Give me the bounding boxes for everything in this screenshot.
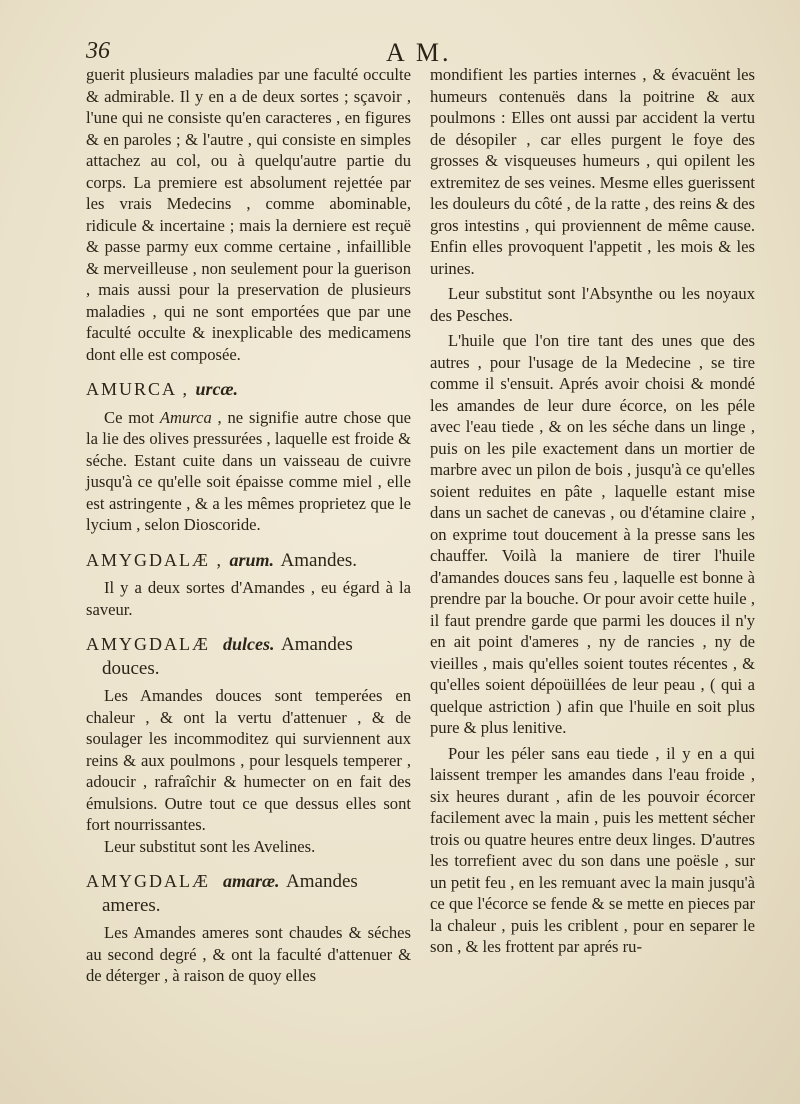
paragraph: Leur substitut sont les Avelines. <box>104 836 316 856</box>
entry-heading-amygdalae <box>86 550 411 572</box>
entry-name: AMYGDALÆ <box>86 871 210 891</box>
paragraph: Il y a deux sortes d'Amandes , eu égard à la saveur. <box>86 578 411 619</box>
entry-name: AMYGDALÆ <box>86 634 210 654</box>
term: Amurca <box>159 407 212 427</box>
entry-french-cont: douces. <box>102 657 160 679</box>
left-column <box>86 64 411 987</box>
page-number: 36 <box>86 38 110 64</box>
paragraph: Leur substitut sont l'Absynthe ou les noyaux des Pesches. <box>430 284 755 325</box>
text: , ne signifie autre chose que la lie des olives pressurées , laquelle est froide & séche. Estant cuite dans un vaisseau de cuivre jusqu'à ce qu'elle soit épaisse comme miel , elle est astringente , & a les mêmes proprietez que le lycium , selon Dioscoride. <box>86 407 411 534</box>
right-column <box>430 64 755 958</box>
entry-suffix: urcæ. <box>195 379 239 399</box>
entry-name: AMYGDALÆ , <box>86 549 223 570</box>
entry-heading-amygdalae-dulces <box>86 634 411 679</box>
paragraph: Les Amandes ameres sont chaudes & séches au second degré , & ont la faculté d'attenuer & de déterger , à raison de quoy elles <box>86 923 411 985</box>
entry-french-cont: ameres. <box>102 894 161 916</box>
entry-suffix: dulces. <box>223 634 275 654</box>
entry-heading-amygdalae-amarae <box>86 871 411 916</box>
text: Ce mot <box>104 407 160 427</box>
paragraph: mondifient les parties internes , & évacuënt les humeurs contenuës dans la poitrine & aux poulmons : Elles ont aussi par accident la vertu de désopiler , car elles purgent le foye des grosses & visqueuses humeurs , qui opilent les extremitez de ses veines. Mesme elles guerissent les douleurs du côté , de la ratte , des reins & des gros intestins , qui proviennent de même cause. Enfin elles provoquent l'appetit , les mois & les urines. <box>430 65 755 278</box>
paragraph: Les Amandes douces sont temperées en chaleur , & ont la vertu d'attenuer , & de soulager les incommoditez qui surviennent aux reins & aux poulmons , pour lesquels temperer , adoucir , rafraîchir & humecter on en fait des émulsions. Outre tout ce que dessus elles sont fort nourrissantes. <box>86 686 411 834</box>
entry-suffix: amaræ. <box>223 871 280 891</box>
paragraph: guerit plusieurs maladies par une faculté occulte & admirable. Il y en a de deux sortes ; sçavoir , l'une qui ne consiste qu'en caracteres , en figures & en paroles ; & l'autre , qui consiste en simples attachez au col, ou à quelqu'autre partie du corps. La premiere est absolument rejettée par les vrais Medecins , comme abominable, ridicule & incertaine ; mais la derniere est reçuë & passe parmy eux comme certaine , infaillible & merveilleuse , non seulement pour la guerison , mais aussi pour la preservation de plusieurs maladies , qui ne sont emportées que par une faculté occulte & inexplicable des medicamens dont elle est composée. <box>86 65 411 364</box>
entry-suffix: arum. <box>229 549 275 570</box>
entry-french: Amandes <box>281 634 353 655</box>
running-head: A M. <box>386 38 452 67</box>
entry-french: Amandes. <box>280 549 358 571</box>
entry-name: AMURCA , <box>86 379 190 399</box>
paragraph: L'huile que l'on tire tant des unes que des autres , pour l'usage de la Medecine , se tire comme il s'ensuit. Aprés avoir choisi & mondé les amandes de leur dure écorce, on les péle avec l'eau tiede , & on les séche dans un linge , puis on les pile exactement dans un mortier de marbre avec un pilon de bois , jusqu'à ce qu'elles soient reduites en pâte , laquelle estant mise dans un sachet de canevas , ou d'étamine claire , on exprime tout doucement à la presse sans les chauffer. Voilà la maniere de tirer l'huile d'amandes douces sans feu , laquelle est bonne à prendre par la bouche. Or pour avoir cette huile , il faut prendre garde que parmi les douces il n'y en ait point d'ameres , ny de rancies , ny de vieilles , mais qu'elles soient toutes récentes , & qu'elles soient dépoüillées de leur peau , ( qui a quelque astriction ) afin que l'huile en soit plus pure & plus lenitive. <box>430 331 755 737</box>
paragraph: Pour les péler sans eau tiede , il y en a qui laissent tremper les amandes dans l'eau froide , six heures durant , afin de les pouvoir écorcer facilement avec la main , puis les mettent sécher trois ou quatre heures entre deux linges. D'autres les torrefient avec du son dans une poësle , sur un petit feu , en les remuant avec la main jusqu'à ce que l'écorce se fende & se mette en pieces par la chaleur , puis les criblent , pour en separer le son , & les frottent par aprés ru- <box>430 743 755 956</box>
entry-heading-amurca <box>86 379 411 401</box>
entry-french: Amandes <box>286 871 358 892</box>
paragraph <box>86 407 411 536</box>
